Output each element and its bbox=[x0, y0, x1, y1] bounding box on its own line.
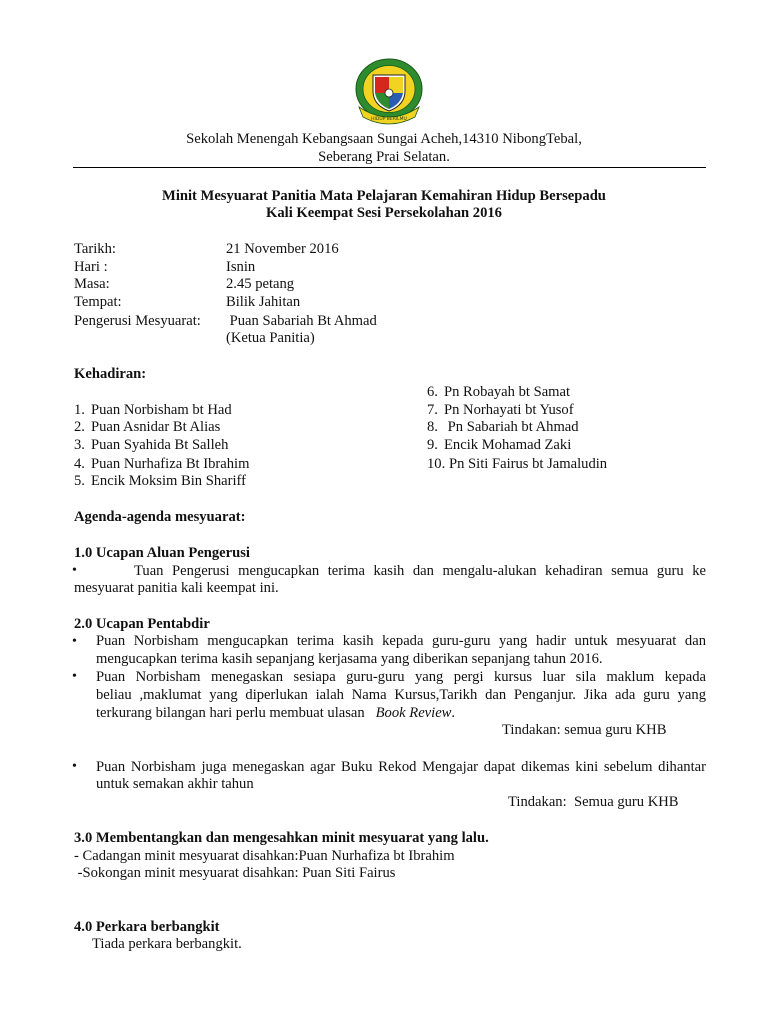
attendee-name: Encik Moksim Bin Shariff bbox=[91, 473, 246, 489]
action-item-1: Tindakan: semua guru KHB bbox=[502, 722, 667, 738]
section-2-point-2-cont: beliau ,maklumat yang diperlukan ialah Nama Kursus,Tarikh dan Penganjur. Jika ada guru yang bbox=[96, 687, 706, 703]
attendee-number: 8. bbox=[427, 419, 438, 435]
detail-label: Pengerusi Mesyuarat: bbox=[74, 313, 201, 329]
detail-label: Masa: bbox=[74, 276, 110, 292]
attendee-number: 10. bbox=[427, 456, 446, 472]
section-2-point-2-end bbox=[96, 705, 455, 723]
bullet-marker: • bbox=[72, 759, 77, 774]
document-title-line2: Kali Keempat Sesi Persekolahan 2016 bbox=[266, 205, 502, 221]
attendee-name: Encik Mohamad Zaki bbox=[444, 437, 572, 453]
attendee-number: 5. bbox=[74, 473, 85, 489]
attendee-name: Pn Siti Fairus bt Jamaludin bbox=[449, 456, 608, 472]
section-3-heading: 3.0 Membentangkan dan mengesahkan minit mesyuarat yang lalu. bbox=[74, 830, 489, 846]
attendee-number: 3. bbox=[74, 437, 85, 453]
section-2-point-3: Puan Norbisham juga menegaskan agar Buku Rekod Mengajar dapat dikemas kini sebelum dihantar bbox=[96, 759, 706, 775]
detail-value: 2.45 petang bbox=[226, 276, 295, 292]
attendee-name: Pn Sabariah bt Ahmad bbox=[444, 419, 579, 435]
school-address-line2: Seberang Prai Selatan. bbox=[318, 149, 450, 165]
attendee-number: 6. bbox=[427, 384, 438, 400]
section-1-heading: 1.0 Ucapan Aluan Pengerusi bbox=[74, 545, 250, 561]
attendee-number: 7. bbox=[427, 402, 438, 418]
section-2-point-2: Puan Norbisham menegaskan sesiapa guru-guru yang pergi kursus luar sila maklum kepada bbox=[96, 669, 706, 685]
attendee-name: Puan Syahida Bt Salleh bbox=[91, 437, 229, 453]
attendee-name: Puan Norbisham bt Had bbox=[91, 402, 232, 418]
book-review-italic: Book Review bbox=[375, 705, 452, 721]
svg-text:HIDUP BERILMU: HIDUP BERILMU bbox=[371, 117, 407, 122]
detail-value: Bilik Jahitan bbox=[226, 294, 301, 310]
attendee-number: 9. bbox=[427, 437, 438, 453]
detail-value: 21 November 2016 bbox=[226, 241, 339, 257]
section-2-point-2-text: terkurang bilangan hari perlu membuat ulasan bbox=[96, 705, 365, 721]
section-2-point-3-cont: untuk semakan akhir tahun bbox=[96, 776, 254, 792]
detail-label: Tarikh: bbox=[74, 241, 116, 257]
agenda-heading: Agenda-agenda mesyuarat: bbox=[74, 509, 246, 525]
school-crest-logo bbox=[353, 55, 425, 127]
section-3-line-2: -Sokongan minit mesyuarat disahkan: Puan Siti Fairus bbox=[74, 865, 396, 881]
section-1-paragraph-cont: mesyuarat panitia kali keempat ini. bbox=[74, 580, 279, 596]
attendee-name: Puan Nurhafiza Bt Ibrahim bbox=[91, 456, 250, 472]
attendee-number: 1. bbox=[74, 402, 85, 418]
attendee-name: Pn Norhayati bt Yusof bbox=[444, 402, 574, 418]
detail-label: Tempat: bbox=[74, 294, 122, 310]
attendee-number: 2. bbox=[74, 419, 85, 435]
section-4-line-1: Tiada perkara berbangkit. bbox=[92, 936, 242, 952]
section-4-heading: 4.0 Perkara berbangkit bbox=[74, 919, 220, 935]
school-address-line1: Sekolah Menengah Kebangsaan Sungai Acheh,14310 NibongTebal, bbox=[186, 131, 582, 147]
bullet-marker: • bbox=[72, 634, 77, 649]
attendance-heading: Kehadiran: bbox=[74, 366, 147, 382]
attendee-name: Puan Asnidar Bt Alias bbox=[91, 419, 221, 435]
section-3-line-1: - Cadangan minit mesyuarat disahkan:Puan Nurhafiza bt Ibrahim bbox=[74, 848, 455, 864]
section-2-heading: 2.0 Ucapan Pentabdir bbox=[74, 616, 210, 632]
detail-value: Puan Sabariah Bt Ahmad bbox=[226, 313, 377, 329]
attendee-number: 4. bbox=[74, 456, 85, 472]
section-2-point-1-cont: mengucapkan terima kasih sepanjang kerjasama yang diberikan sepanjang tahun 2016. bbox=[96, 651, 603, 667]
detail-label: Hari : bbox=[74, 259, 108, 275]
bullet-marker: • bbox=[72, 669, 77, 684]
bullet-marker: • bbox=[72, 563, 77, 578]
document-title-line1: Minit Mesyuarat Panitia Mata Pelajaran Kemahiran Hidup Bersepadu bbox=[162, 188, 606, 204]
chair-note: (Ketua Panitia) bbox=[226, 330, 315, 346]
detail-value: Isnin bbox=[226, 259, 256, 275]
attendee-name: Pn Robayah bt Samat bbox=[444, 384, 571, 400]
section-2-point-1: Puan Norbisham mengucapkan terima kasih kepada guru-guru yang hadir untuk mesyuarat dan bbox=[96, 633, 706, 649]
period: . bbox=[451, 705, 456, 721]
header-divider bbox=[73, 167, 706, 168]
action-item-2: Tindakan: Semua guru KHB bbox=[508, 794, 679, 810]
section-1-paragraph: Tuan Pengerusi mengucapkan terima kasih dan mengalu-alukan kehadiran semua guru ke bbox=[134, 563, 706, 579]
